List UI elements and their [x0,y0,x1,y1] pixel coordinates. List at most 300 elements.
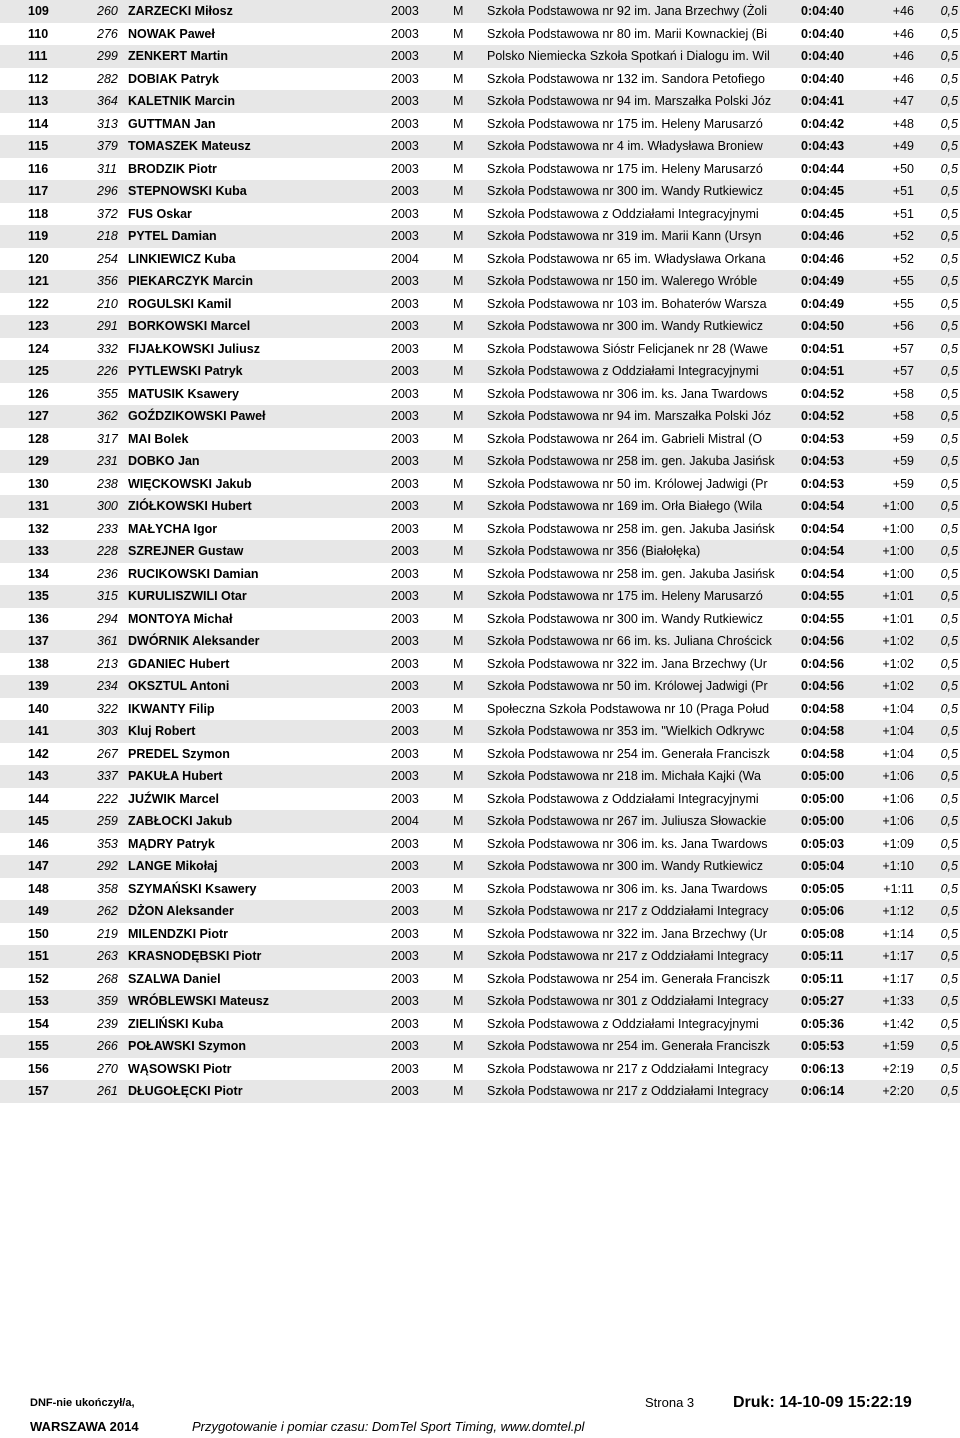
place-cell: 132 [28,521,49,536]
time-gap-cell: +1:02 [882,634,914,648]
table-row [0,293,960,316]
sex-cell: M [453,4,464,18]
athlete-name-cell: Kluj Robert [128,724,196,738]
table-row [0,563,960,586]
sex-cell: M [453,274,464,288]
place-cell: 135 [28,589,49,603]
birth-year-cell: 2003 [391,679,419,693]
place-cell: 109 [28,4,49,18]
table-row [0,113,960,136]
school-cell: Szkoła Podstawowa nr 132 im. Sandora Petofiego [487,71,765,86]
place-cell: 116 [28,161,49,176]
points-cell: 0,5 [940,1084,958,1098]
place-cell: 126 [28,386,49,401]
points-cell: 0,5 [940,544,958,558]
sex-cell: M [453,679,464,693]
time-gap-cell: +2:19 [882,1061,914,1076]
finish-time-cell: 0:04:40 [801,71,845,86]
sex-cell: M [453,746,464,761]
place-cell: 143 [28,769,49,783]
place-cell: 156 [28,1061,49,1076]
bib-number-cell: 291 [97,319,118,333]
sex-cell: M [453,589,464,603]
points-cell: 0,5 [940,116,958,131]
points-cell: 0,5 [940,386,958,401]
bib-number-cell: 358 [97,881,118,896]
points-cell: 0,5 [940,251,958,266]
birth-year-cell: 2003 [391,206,419,221]
sex-cell: M [453,409,464,423]
points-cell: 0,5 [940,791,958,806]
place-cell: 154 [28,1016,49,1031]
sex-cell: M [453,1061,464,1076]
points-cell: 0,5 [940,566,958,581]
points-cell: 0,5 [940,296,958,311]
time-gap-cell: +55 [892,296,914,311]
table-row [0,518,960,541]
sex-cell: M [453,926,464,941]
athlete-name-cell: ZABŁOCKI Jakub [128,814,233,828]
finish-time-cell: 0:04:52 [801,409,845,423]
finish-time-cell: 0:04:54 [801,544,845,558]
bib-number-cell: 322 [97,701,118,716]
table-row [0,878,960,901]
place-cell: 114 [28,116,49,131]
school-cell: Szkoła Podstawowa nr 300 im. Wandy Rutkiewicz [487,611,764,626]
athlete-name-cell: KRASNODĘBSKI Piotr [128,949,262,963]
school-cell: Szkoła Podstawowa nr 175 im. Heleny Marusarzó [487,116,763,131]
time-gap-cell: +59 [892,431,914,446]
place-cell: 120 [28,251,49,266]
birth-year-cell: 2003 [391,746,419,761]
event-city-year: WARSZAWA 2014 [30,1419,139,1434]
birth-year-cell: 2004 [391,814,419,828]
table-row [0,968,960,991]
place-cell: 134 [28,566,49,581]
points-cell: 0,5 [940,409,958,423]
finish-time-cell: 0:05:08 [801,926,845,941]
points-cell: 0,5 [940,724,958,738]
athlete-name-cell: BORKOWSKI Marcel [128,319,251,333]
sex-cell: M [453,1039,464,1053]
athlete-name-cell: MILENDZKI Piotr [128,926,228,941]
bib-number-cell: 231 [97,454,118,468]
time-gap-cell: +1:04 [882,746,914,761]
table-row [0,698,960,721]
place-cell: 136 [28,611,49,626]
sex-cell: M [453,521,464,536]
sex-cell: M [453,994,464,1008]
sex-cell: M [453,499,464,513]
birth-year-cell: 2003 [391,724,419,738]
birth-year-cell: 2003 [391,589,419,603]
birth-year-cell: 2003 [391,499,419,513]
bib-number-cell: 372 [97,206,118,221]
points-cell: 0,5 [940,274,958,288]
time-gap-cell: +1:04 [882,724,914,738]
birth-year-cell: 2003 [391,1061,419,1076]
finish-time-cell: 0:04:52 [801,386,845,401]
points-cell: 0,5 [940,49,958,63]
birth-year-cell: 2003 [391,611,419,626]
table-row [0,630,960,653]
athlete-name-cell: ROGULSKI Kamil [128,296,232,311]
sex-cell: M [453,431,464,446]
points-cell: 0,5 [940,836,958,851]
time-gap-cell: +1:42 [882,1016,914,1031]
athlete-name-cell: ZENKERT Martin [128,49,228,63]
birth-year-cell: 2003 [391,1039,419,1053]
finish-time-cell: 0:04:43 [801,139,845,153]
finish-time-cell: 0:05:11 [801,971,844,986]
points-cell: 0,5 [940,656,958,671]
sex-cell: M [453,94,464,108]
bib-number-cell: 270 [97,1061,118,1076]
place-cell: 130 [28,476,49,491]
table-row [0,765,960,788]
school-cell: Szkoła Podstawowa nr 103 im. Bohaterów Warsza [487,296,767,311]
points-cell: 0,5 [940,454,958,468]
time-gap-cell: +46 [892,49,914,63]
bib-number-cell: 361 [97,634,118,648]
table-row [0,0,960,23]
birth-year-cell: 2003 [391,229,419,243]
table-row [0,833,960,856]
athlete-name-cell: MAI Bolek [128,431,189,446]
table-row [0,45,960,68]
points-cell: 0,5 [940,1039,958,1053]
school-cell: Szkoła Podstawowa nr 306 im. ks. Jana Twardows [487,386,768,401]
athlete-name-cell: DOBIAK Patryk [128,71,219,86]
points-cell: 0,5 [940,206,958,221]
school-cell: Szkoła Podstawowa nr 217 z Oddziałami Integracy [487,904,769,918]
time-gap-cell: +2:20 [882,1084,914,1098]
school-cell: Szkoła Podstawowa nr 258 im. gen. Jakuba Jasińsk [487,521,775,536]
birth-year-cell: 2003 [391,274,419,288]
timing-credit: Przygotowanie i pomiar czasu: DomTel Sport Timing, www.domtel.pl [192,1419,585,1434]
finish-time-cell: 0:04:53 [801,476,845,491]
athlete-name-cell: GDANIEC Hubert [128,656,230,671]
finish-time-cell: 0:04:58 [801,724,845,738]
athlete-name-cell: PAKUŁA Hubert [128,769,223,783]
points-cell: 0,5 [940,499,958,513]
table-row [0,248,960,271]
finish-time-cell: 0:04:54 [801,521,845,536]
points-cell: 0,5 [940,746,958,761]
athlete-name-cell: BRODZIK Piotr [128,161,217,176]
place-cell: 144 [28,791,49,806]
points-cell: 0,5 [940,1061,958,1076]
points-cell: 0,5 [940,229,958,243]
place-cell: 138 [28,656,49,671]
birth-year-cell: 2003 [391,836,419,851]
table-row [0,135,960,158]
athlete-name-cell: SZALWA Daniel [128,971,221,986]
bib-number-cell: 210 [97,296,118,311]
place-cell: 152 [28,971,49,986]
place-cell: 133 [28,544,49,558]
birth-year-cell: 2003 [391,791,419,806]
athlete-name-cell: ZARZECKI Miłosz [128,4,233,18]
school-cell: Szkoła Podstawowa nr 254 im. Generała Franciszk [487,1039,770,1053]
table-row [0,585,960,608]
bib-number-cell: 239 [97,1016,118,1031]
sex-cell: M [453,836,464,851]
school-cell: Szkoła Podstawowa nr 356 (Białołęka) [487,544,701,558]
points-cell: 0,5 [940,431,958,446]
finish-time-cell: 0:05:36 [801,1016,845,1031]
school-cell: Szkoła Podstawowa nr 319 im. Marii Kann (Ursyn [487,229,762,243]
place-cell: 122 [28,296,49,311]
place-cell: 148 [28,881,49,896]
school-cell: Szkoła Podstawowa nr 258 im. gen. Jakuba Jasińsk [487,566,775,581]
time-gap-cell: +1:06 [882,791,914,806]
sex-cell: M [453,139,464,153]
page-footer [0,1386,960,1438]
athlete-name-cell: ZIÓŁKOWSKI Hubert [128,499,252,513]
athlete-name-cell: MATUSIK Ksawery [128,386,239,401]
bib-number-cell: 254 [97,251,118,266]
birth-year-cell: 2003 [391,881,419,896]
bib-number-cell: 359 [97,994,118,1008]
points-cell: 0,5 [940,994,958,1008]
birth-year-cell: 2003 [391,701,419,716]
school-cell: Szkoła Podstawowa nr 66 im. ks. Juliana Chrościck [487,634,772,648]
sex-cell: M [453,1084,464,1098]
time-gap-cell: +1:06 [882,769,914,783]
points-cell: 0,5 [940,26,958,41]
sex-cell: M [453,476,464,491]
birth-year-cell: 2003 [391,521,419,536]
place-cell: 155 [28,1039,49,1053]
place-cell: 128 [28,431,49,446]
athlete-name-cell: WIĘCKOWSKI Jakub [128,476,252,491]
points-cell: 0,5 [940,521,958,536]
birth-year-cell: 2003 [391,994,419,1008]
sex-cell: M [453,859,464,873]
athlete-name-cell: DŁUGOŁĘCKI Piotr [128,1084,243,1098]
sex-cell: M [453,724,464,738]
table-row [0,203,960,226]
table-row [0,923,960,946]
birth-year-cell: 2003 [391,161,419,176]
finish-time-cell: 0:06:13 [801,1061,845,1076]
time-gap-cell: +1:17 [882,971,914,986]
time-gap-cell: +46 [892,71,914,86]
bib-number-cell: 379 [97,139,118,153]
table-row [0,158,960,181]
sex-cell: M [453,949,464,963]
bib-number-cell: 282 [97,71,118,86]
table-row [0,1013,960,1036]
sex-cell: M [453,611,464,626]
athlete-name-cell: PYTEL Damian [128,229,217,243]
time-gap-cell: +46 [892,4,914,18]
school-cell: Szkoła Podstawowa nr 50 im. Królowej Jadwigi (Pr [487,476,768,491]
birth-year-cell: 2003 [391,94,419,108]
bib-number-cell: 267 [97,746,118,761]
sex-cell: M [453,184,464,198]
bib-number-cell: 311 [97,161,117,176]
finish-time-cell: 0:05:27 [801,994,845,1008]
time-gap-cell: +49 [892,139,914,153]
bib-number-cell: 362 [97,409,118,423]
place-cell: 157 [28,1084,49,1098]
school-cell: Szkoła Podstawowa nr 264 im. Gabrieli Mistral (O [487,431,763,446]
bib-number-cell: 300 [97,499,118,513]
table-row [0,1035,960,1058]
place-cell: 131 [28,499,49,513]
birth-year-cell: 2003 [391,544,419,558]
table-row [0,540,960,563]
time-gap-cell: +59 [892,454,914,468]
school-cell: Szkoła Podstawowa nr 300 im. Wandy Rutkiewicz [487,319,764,333]
sex-cell: M [453,1016,464,1031]
time-gap-cell: +1:02 [882,656,914,671]
time-gap-cell: +1:59 [882,1039,914,1053]
school-cell: Szkoła Podstawowa nr 254 im. Generała Franciszk [487,971,770,986]
school-cell: Szkoła Podstawowa nr 92 im. Jana Brzechwy (Żoli [487,4,767,18]
points-cell: 0,5 [940,814,958,828]
school-cell: Szkoła Podstawowa z Oddziałami Integracyjnymi [487,206,759,221]
sex-cell: M [453,904,464,918]
school-cell: Szkoła Podstawowa nr 169 im. Orła Białego (Wila [487,499,763,513]
table-row [0,405,960,428]
birth-year-cell: 2003 [391,319,419,333]
dnf-note: DNF-nie ukończył/a, [30,1397,135,1409]
school-cell: Szkoła Podstawowa nr 353 im. "Wielkich Odkrywc [487,724,765,738]
birth-year-cell: 2003 [391,431,419,446]
bib-number-cell: 238 [97,476,118,491]
birth-year-cell: 2003 [391,341,419,356]
birth-year-cell: 2003 [391,184,419,198]
finish-time-cell: 0:04:49 [801,296,845,311]
bib-number-cell: 268 [97,971,118,986]
school-cell: Szkoła Podstawowa nr 254 im. Generała Franciszk [487,746,770,761]
bib-number-cell: 262 [97,904,118,918]
finish-time-cell: 0:04:51 [801,341,845,356]
athlete-name-cell: DWÓRNIK Aleksander [128,634,260,648]
time-gap-cell: +46 [892,26,914,41]
points-cell: 0,5 [940,319,958,333]
finish-time-cell: 0:04:54 [801,566,845,581]
school-cell: Szkoła Podstawowa nr 217 z Oddziałami Integracy [487,1061,769,1076]
bib-number-cell: 313 [97,116,118,131]
time-gap-cell: +1:12 [882,904,914,918]
school-cell: Szkoła Podstawowa nr 175 im. Heleny Marusarzó [487,161,763,176]
table-row [0,315,960,338]
birth-year-cell: 2003 [391,656,419,671]
time-gap-cell: +1:01 [882,589,914,603]
time-gap-cell: +1:17 [882,949,914,963]
school-cell: Polsko Niemiecka Szkoła Spotkań i Dialogu im. Wil [487,49,770,63]
sex-cell: M [453,791,464,806]
birth-year-cell: 2003 [391,476,419,491]
place-cell: 121 [28,274,49,288]
table-row [0,68,960,91]
sex-cell: M [453,49,464,63]
finish-time-cell: 0:05:11 [801,949,844,963]
time-gap-cell: +58 [892,409,914,423]
finish-time-cell: 0:04:55 [801,589,845,603]
bib-number-cell: 303 [97,724,118,738]
place-cell: 147 [28,859,49,873]
birth-year-cell: 2003 [391,769,419,783]
table-row [0,788,960,811]
school-cell: Społeczna Szkoła Podstawowa nr 10 (Praga Połud [487,701,770,716]
school-cell: Szkoła Podstawowa nr 94 im. Marszałka Polski Józ [487,409,772,423]
birth-year-cell: 2003 [391,971,419,986]
sex-cell: M [453,544,464,558]
athlete-name-cell: PIEKARCZYK Marcin [128,274,254,288]
school-cell: Szkoła Podstawowa nr 65 im. Władysława Orkana [487,251,766,266]
school-cell: Szkoła Podstawowa nr 306 im. ks. Jana Twardows [487,881,768,896]
points-cell: 0,5 [940,364,958,378]
finish-time-cell: 0:04:56 [801,679,845,693]
finish-time-cell: 0:04:44 [801,161,845,176]
points-cell: 0,5 [940,161,958,176]
time-gap-cell: +56 [892,319,914,333]
print-timestamp: Druk: 14-10-09 15:22:19 [733,1394,912,1411]
bib-number-cell: 355 [97,386,118,401]
athlete-name-cell: FUS Oskar [128,206,192,221]
school-cell: Szkoła Podstawowa nr 258 im. gen. Jakuba Jasińsk [487,454,775,468]
school-cell: Szkoła Podstawowa z Oddziałami Integracyjnymi [487,791,759,806]
place-cell: 115 [28,139,49,153]
finish-time-cell: 0:04:46 [801,251,845,266]
bib-number-cell: 219 [97,926,118,941]
birth-year-cell: 2003 [391,904,419,918]
table-row [0,270,960,293]
athlete-name-cell: RUCIKOWSKI Damian [128,566,259,581]
table-row [0,450,960,473]
birth-year-cell: 2003 [391,1084,419,1098]
bib-number-cell: 261 [97,1084,118,1098]
place-cell: 150 [28,926,49,941]
finish-time-cell: 0:04:54 [801,499,845,513]
school-cell: Szkoła Podstawowa nr 175 im. Heleny Marusarzó [487,589,763,603]
birth-year-cell: 2003 [391,296,419,311]
sex-cell: M [453,341,464,356]
place-cell: 137 [28,634,49,648]
finish-time-cell: 0:04:46 [801,229,845,243]
finish-time-cell: 0:04:50 [801,319,845,333]
school-cell: Szkoła Podstawowa nr 150 im. Walerego Wróble [487,274,758,288]
athlete-name-cell: GOŹDZIKOWSKI Paweł [128,409,266,423]
place-cell: 111 [28,49,48,63]
athlete-name-cell: KURULISZWILI Otar [128,589,247,603]
sex-cell: M [453,814,464,828]
time-gap-cell: +1:00 [882,566,914,581]
bib-number-cell: 260 [97,4,118,18]
time-gap-cell: +1:02 [882,679,914,693]
finish-time-cell: 0:06:14 [801,1084,845,1098]
birth-year-cell: 2003 [391,386,419,401]
time-gap-cell: +1:33 [882,994,914,1008]
points-cell: 0,5 [940,701,958,716]
sex-cell: M [453,881,464,896]
birth-year-cell: 2003 [391,1016,419,1031]
athlete-name-cell: FIJAŁKOWSKI Juliusz [128,341,260,356]
table-row [0,720,960,743]
school-cell: Szkoła Podstawowa Sióstr Felicjanek nr 28 (Wawe [487,341,768,356]
sex-cell: M [453,26,464,41]
finish-time-cell: 0:05:04 [801,859,845,873]
athlete-name-cell: PYTLEWSKI Patryk [128,364,243,378]
table-row [0,653,960,676]
place-cell: 127 [28,409,49,423]
table-row [0,743,960,766]
